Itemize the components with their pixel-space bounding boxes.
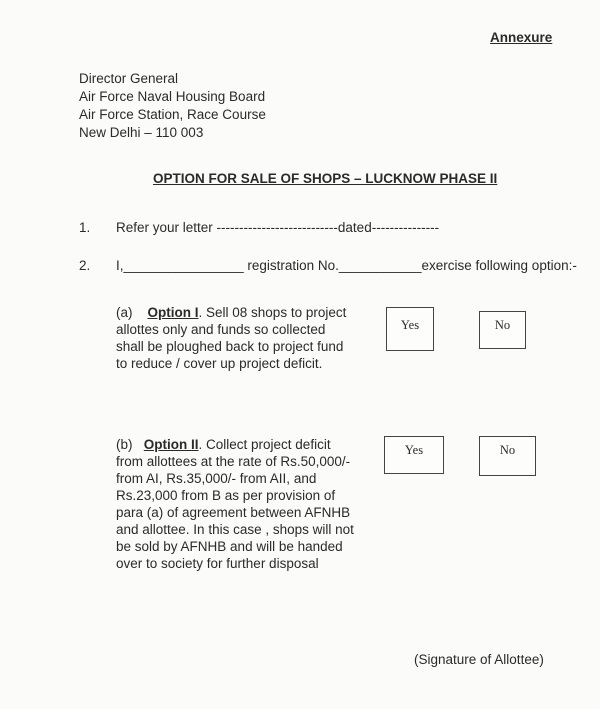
address-line: New Delhi – 110 003 xyxy=(79,125,204,140)
option-1-paragraph xyxy=(116,304,356,372)
item-2-text: I,________________ registration No.___________exercise following option:- xyxy=(116,258,577,273)
document-title: OPTION FOR SALE OF SHOPS – LUCKNOW PHASE II xyxy=(153,171,498,186)
option-1-no-box[interactable] xyxy=(479,311,526,349)
option-2-label: Option II xyxy=(143,437,199,452)
option-2-prefix: (b) xyxy=(116,437,133,452)
option-1-label: Option I xyxy=(147,305,199,320)
option-2-text: . Collect project deficit from allottees at the rate of Rs.50,000/- from AI, Rs.35,000/- from AII, and Rs.23,000 from B as per provision of para (a) of agreement between AFNHB and allottee. In this case , shops will not be sold by AFNHB and will be handed over to society for further disposal xyxy=(116,437,354,571)
address-block xyxy=(79,70,266,142)
signature-line: (Signature of Allottee) xyxy=(414,652,544,667)
option-1-no-label: No xyxy=(494,318,511,332)
option-1-prefix: (a) xyxy=(116,305,133,320)
item-1-text: Refer your letter ---------------------------dated--------------- xyxy=(116,220,440,235)
option-2-no-box[interactable] xyxy=(479,436,536,476)
address-line: Director General xyxy=(79,71,179,86)
option-2-no-label: No xyxy=(499,443,516,457)
annexure-heading: Annexure xyxy=(490,30,553,45)
option-2-paragraph xyxy=(116,436,356,572)
option-1-text: . Sell 08 shops to project allottes only and funds so collected shall be ploughed back to project fund to reduce / cover up project deficit. xyxy=(116,305,347,371)
item-1-number: 1. xyxy=(79,220,91,235)
option-2-yes-box[interactable] xyxy=(384,436,444,474)
address-line: Air Force Naval Housing Board xyxy=(79,89,266,104)
address-line: Air Force Station, Race Course xyxy=(79,107,266,122)
option-2-yes-label: Yes xyxy=(404,443,424,457)
option-1-yes-label: Yes xyxy=(400,318,420,332)
item-2-number: 2. xyxy=(79,258,91,273)
option-1-yes-box[interactable] xyxy=(386,307,434,351)
